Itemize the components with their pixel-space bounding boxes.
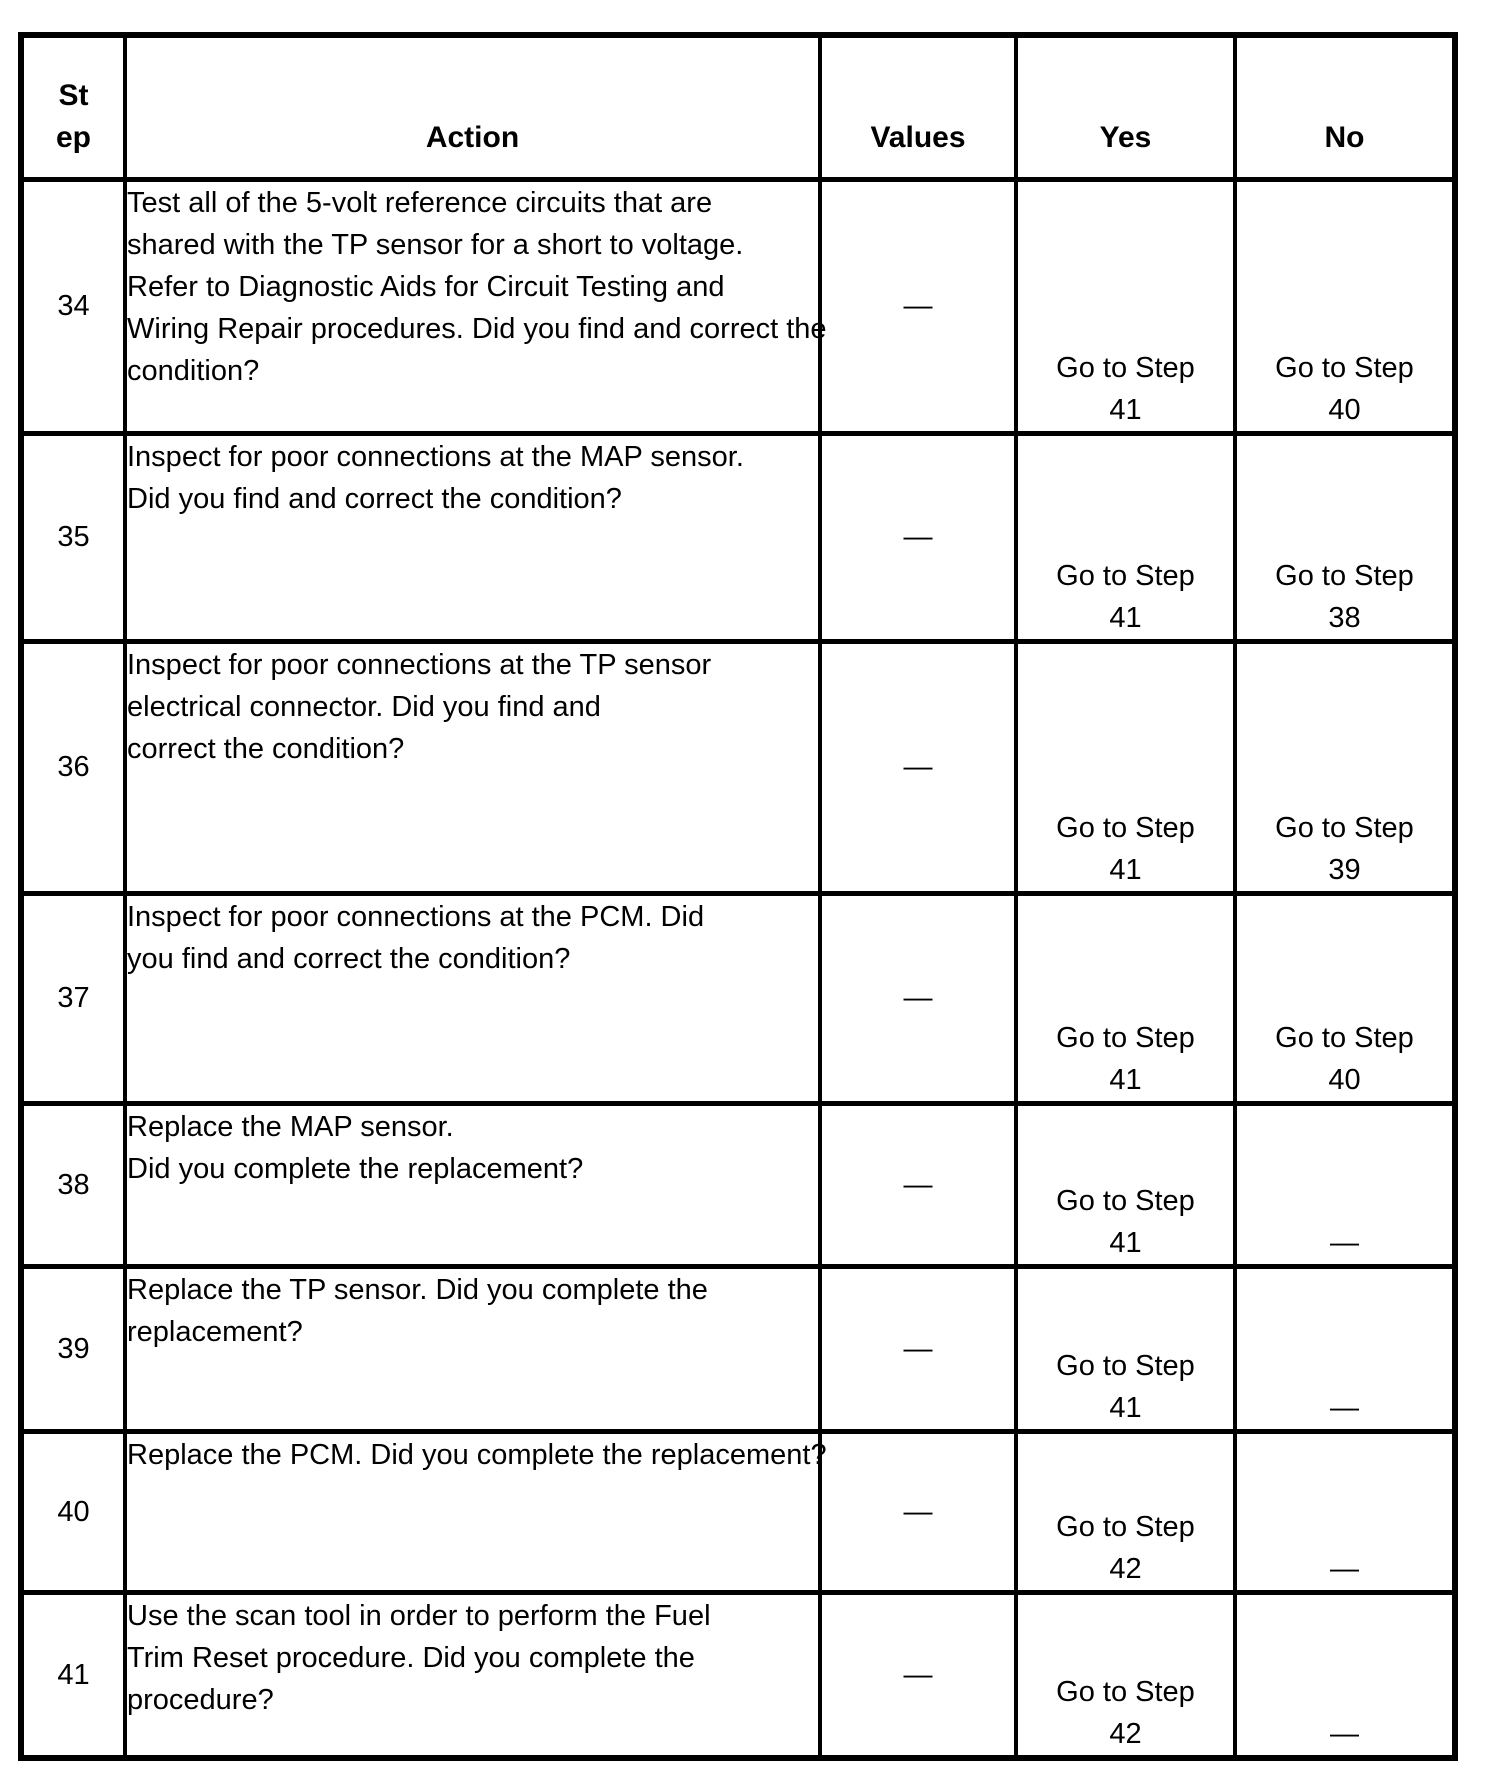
values-cell-38: —: [820, 1103, 1016, 1266]
yes-cell-41: Go to Step 42: [1016, 1592, 1235, 1758]
no-cell-37: Go to Step 40: [1235, 893, 1455, 1103]
table-row-step-41: [21, 1592, 1455, 1758]
no-cell-38: —: [1235, 1103, 1455, 1266]
yes-cell-39: Go to Step 41: [1016, 1266, 1235, 1431]
table-row-step-37: [21, 893, 1455, 1103]
table-row-step-40: [21, 1431, 1455, 1592]
values-cell-35: —: [820, 433, 1016, 641]
diagnostic-steps-table: [18, 32, 1458, 1761]
yes-cell-38: Go to Step 41: [1016, 1103, 1235, 1266]
step-cell-37: 37: [21, 893, 125, 1103]
no-cell-41: —: [1235, 1592, 1455, 1758]
header-row: [21, 35, 1455, 179]
step-cell-39: 39: [21, 1266, 125, 1431]
action-cell-36: Inspect for poor connections at the TP sensor electrical connector. Did you find and correct the condition?: [125, 641, 820, 893]
header-values: Values: [820, 35, 1016, 179]
table-row-step-34: [21, 179, 1455, 433]
header-no: No: [1235, 35, 1455, 179]
yes-cell-40: Go to Step 42: [1016, 1431, 1235, 1592]
values-cell-34: —: [820, 179, 1016, 433]
values-cell-40: —: [820, 1431, 1016, 1592]
header-yes: Yes: [1016, 35, 1235, 179]
action-cell-34: Test all of the 5-volt reference circuits that are shared with the TP sensor for a short to voltage. Refer to Diagnostic Aids for Circuit Testing and Wiring Repair procedures. Did you find and correct the condition?: [125, 179, 820, 433]
yes-cell-37: Go to Step 41: [1016, 893, 1235, 1103]
values-cell-39: —: [820, 1266, 1016, 1431]
no-cell-36: Go to Step 39: [1235, 641, 1455, 893]
action-cell-39: Replace the TP sensor. Did you complete the replacement?: [125, 1266, 820, 1431]
no-cell-39: —: [1235, 1266, 1455, 1431]
action-cell-41: Use the scan tool in order to perform the Fuel Trim Reset procedure. Did you complete the procedure?: [125, 1592, 820, 1758]
yes-cell-35: Go to Step 41: [1016, 433, 1235, 641]
table-row-step-36: [21, 641, 1455, 893]
no-cell-35: Go to Step 38: [1235, 433, 1455, 641]
action-cell-40: Replace the PCM. Did you complete the replacement?: [125, 1431, 820, 1592]
no-cell-34: Go to Step 40: [1235, 179, 1455, 433]
step-cell-41: 41: [21, 1592, 125, 1758]
no-cell-40: —: [1235, 1431, 1455, 1592]
step-cell-34: 34: [21, 179, 125, 433]
step-cell-38: 38: [21, 1103, 125, 1266]
yes-cell-34: Go to Step 41: [1016, 179, 1235, 433]
table-row-step-35: [21, 433, 1455, 641]
action-cell-35: Inspect for poor connections at the MAP sensor. Did you find and correct the condition?: [125, 433, 820, 641]
table-row-step-38: [21, 1103, 1455, 1266]
step-cell-36: 36: [21, 641, 125, 893]
action-cell-38: Replace the MAP sensor. Did you complete the replacement?: [125, 1103, 820, 1266]
values-cell-36: —: [820, 641, 1016, 893]
header-step: St ep: [21, 35, 125, 179]
step-cell-40: 40: [21, 1431, 125, 1592]
step-cell-35: 35: [21, 433, 125, 641]
action-cell-37: Inspect for poor connections at the PCM. Did you find and correct the condition?: [125, 893, 820, 1103]
table-row-step-39: [21, 1266, 1455, 1431]
values-cell-37: —: [820, 893, 1016, 1103]
values-cell-41: —: [820, 1592, 1016, 1758]
header-action: Action: [125, 35, 820, 179]
yes-cell-36: Go to Step 41: [1016, 641, 1235, 893]
